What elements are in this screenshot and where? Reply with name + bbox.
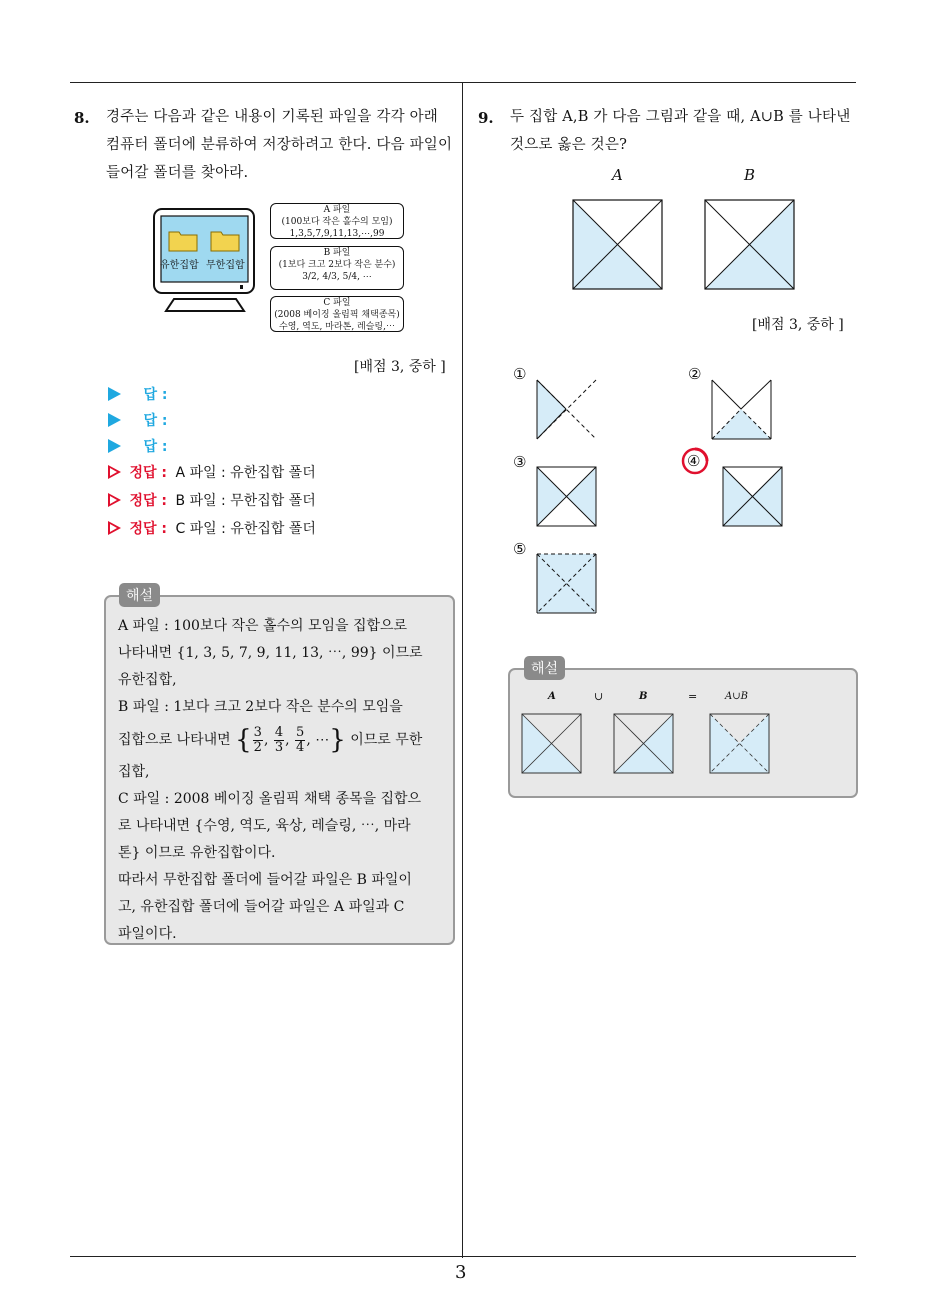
fraction — [295, 726, 305, 755]
correct-answer-row — [108, 462, 316, 484]
page-number: 3 — [455, 1262, 467, 1283]
exp-label-union-result: A∪B — [725, 691, 748, 702]
answer-label: 답 : — [143, 413, 168, 429]
exp-union-diagram — [709, 713, 771, 775]
play-outline-icon — [108, 521, 121, 535]
correct-text: C 파일 : 유한집합 폴더 — [175, 521, 316, 537]
option-5-label[interactable]: ⑤ — [513, 540, 527, 558]
fraction-numerator: 4 — [274, 724, 284, 740]
option-3-label[interactable]: ③ — [513, 453, 527, 471]
explanation-line: 파일이다. — [118, 926, 177, 942]
q9-explanation-tag: 해설 — [524, 656, 565, 680]
file-box-c — [270, 296, 404, 332]
play-icon — [108, 387, 121, 401]
set-a-label: A — [612, 166, 623, 184]
answer-row — [108, 410, 167, 432]
correct-text: B 파일 : 무한집합 폴더 — [175, 493, 316, 509]
play-icon — [108, 413, 121, 427]
set-brace: } — [329, 725, 346, 755]
exp-set-b-diagram — [613, 713, 675, 775]
bottom-rule — [70, 1256, 856, 1257]
column-divider — [462, 82, 463, 1258]
q8-question — [106, 103, 456, 187]
explanation-line: 집합, — [118, 764, 150, 780]
correct-label: 정답 : — [129, 521, 167, 537]
q8-score: [배점 3, 중하 ] — [354, 359, 446, 375]
option-5-diagram[interactable] — [536, 553, 598, 615]
explanation-line: 고, 유한집합 폴더에 들어갈 파일은 A 파일과 C — [118, 899, 405, 915]
explanation-line: 로 나타내면 {수영, 역도, 육상, 레슬링, ⋯, 마라 — [118, 818, 411, 834]
folder-icon — [168, 228, 198, 252]
option-1-diagram[interactable] — [536, 379, 598, 441]
folder-label-infinite: 무한집합 — [206, 260, 245, 271]
fraction — [274, 726, 284, 755]
set-b-label: B — [744, 166, 756, 184]
correct-answer-row — [108, 490, 316, 512]
correct-answer-row — [108, 518, 316, 540]
fraction-denominator: 4 — [296, 739, 305, 755]
fraction-denominator: 2 — [253, 739, 262, 755]
option-3-diagram[interactable] — [536, 466, 598, 528]
answer-label: 답 : — [143, 439, 168, 455]
q8-line: 컴퓨터 폴더에 분류하여 저장하려고 한다. 다음 파일이 — [106, 137, 453, 153]
set-brace: { — [235, 725, 252, 755]
exp-label-b: B — [639, 691, 648, 702]
set-b-diagram — [704, 199, 796, 291]
explanation-text: 집합으로 나타내면 — [118, 732, 231, 748]
file-line: 수영, 역도, 마라톤, 레슬링,⋯ — [279, 322, 395, 332]
answer-row — [108, 384, 167, 406]
q9-line: 두 집합 A,B 가 다음 그림과 같을 때, A∪B 를 나타낸 — [510, 109, 851, 125]
explanation-line: A 파일 : 100보다 작은 홀수의 모임을 집합으로 — [118, 618, 408, 634]
q8-explanation-tag: 해설 — [119, 583, 160, 607]
explanation-line: B 파일 : 1보다 크고 2보다 작은 분수의 모임을 — [118, 699, 403, 715]
file-title: B 파일 — [323, 248, 351, 258]
answer-label: 답 : — [143, 387, 168, 403]
file-line: (2008 베이징 올림픽 채택종목) — [274, 310, 400, 320]
folder-icon — [210, 228, 240, 252]
q8-line: 들어갈 폴더를 찾아라. — [106, 165, 249, 181]
set-a-diagram — [572, 199, 664, 291]
file-line: 1,3,5,7,9,11,13,⋯,99 — [289, 229, 385, 239]
file-line: (1보다 크고 2보다 작은 분수) — [278, 260, 396, 270]
file-line: (100보다 작은 홀수의 모임) — [281, 217, 393, 227]
file-title: C 파일 — [323, 298, 351, 308]
explanation-text: 이므로 무한 — [350, 732, 423, 748]
answer-row — [108, 436, 167, 458]
exp-label-equals: = — [688, 690, 698, 703]
play-icon — [108, 439, 121, 453]
fraction-denominator: 3 — [274, 739, 284, 755]
exp-label-union: ∪ — [594, 690, 604, 703]
option-4-label[interactable]: ④ — [687, 452, 701, 470]
explanation-line: C 파일 : 2008 베이징 올림픽 채택 종목을 집합으 — [118, 791, 422, 807]
fraction-numerator: 3 — [253, 724, 262, 740]
option-1-label[interactable]: ① — [513, 365, 527, 383]
explanation-line: 나타내면 {1, 3, 5, 7, 9, 11, 13, ⋯, 99} 이므로 — [118, 645, 423, 661]
q8-number: 8. — [74, 109, 90, 127]
file-line: 3/2, 4/3, 5/4, ⋯ — [302, 272, 372, 282]
option-2-diagram[interactable] — [711, 379, 773, 441]
folder-label-finite: 유한집합 — [160, 260, 199, 271]
q8-explanation-box — [104, 595, 455, 945]
q8-line: 경주는 다음과 같은 내용이 기록된 파일을 각각 아래 — [106, 109, 439, 125]
explanation-line-fraction: 집합으로 나타내면 { $\frac{3}{2}$ , $\frac{4}{3}$ , $\frac{5}{4}$ , ⋯} 이므로 무한 — [118, 724, 423, 755]
q9-line: 것으로 옳은 것은? — [510, 137, 628, 153]
correct-label: 정답 : — [129, 493, 167, 509]
explanation-line: 유한집합, — [118, 672, 177, 688]
top-rule — [70, 82, 856, 83]
file-title: A 파일 — [323, 205, 351, 215]
q9-number: 9. — [478, 109, 494, 127]
q9-score: [배점 3, 중하 ] — [752, 317, 844, 333]
q9-question — [510, 103, 860, 159]
play-outline-icon — [108, 493, 121, 507]
explanation-line: 톤} 이므로 유한집합이다. — [118, 845, 276, 861]
correct-text: A 파일 : 유한집합 폴더 — [175, 465, 316, 481]
exp-label-a: A — [548, 691, 556, 702]
q8-explanation-text — [118, 613, 448, 948]
fraction-numerator: 5 — [296, 724, 305, 740]
play-outline-icon — [108, 465, 121, 479]
explanation-line: 따라서 무한집합 폴더에 들어갈 파일은 B 파일이 — [118, 872, 412, 888]
file-box-a — [270, 203, 404, 239]
fraction — [253, 726, 263, 755]
option-4-diagram[interactable] — [722, 466, 784, 528]
file-box-b — [270, 246, 404, 290]
exp-set-a-diagram — [521, 713, 583, 775]
option-2-label[interactable]: ② — [688, 365, 702, 383]
correct-label: 정답 : — [129, 465, 167, 481]
